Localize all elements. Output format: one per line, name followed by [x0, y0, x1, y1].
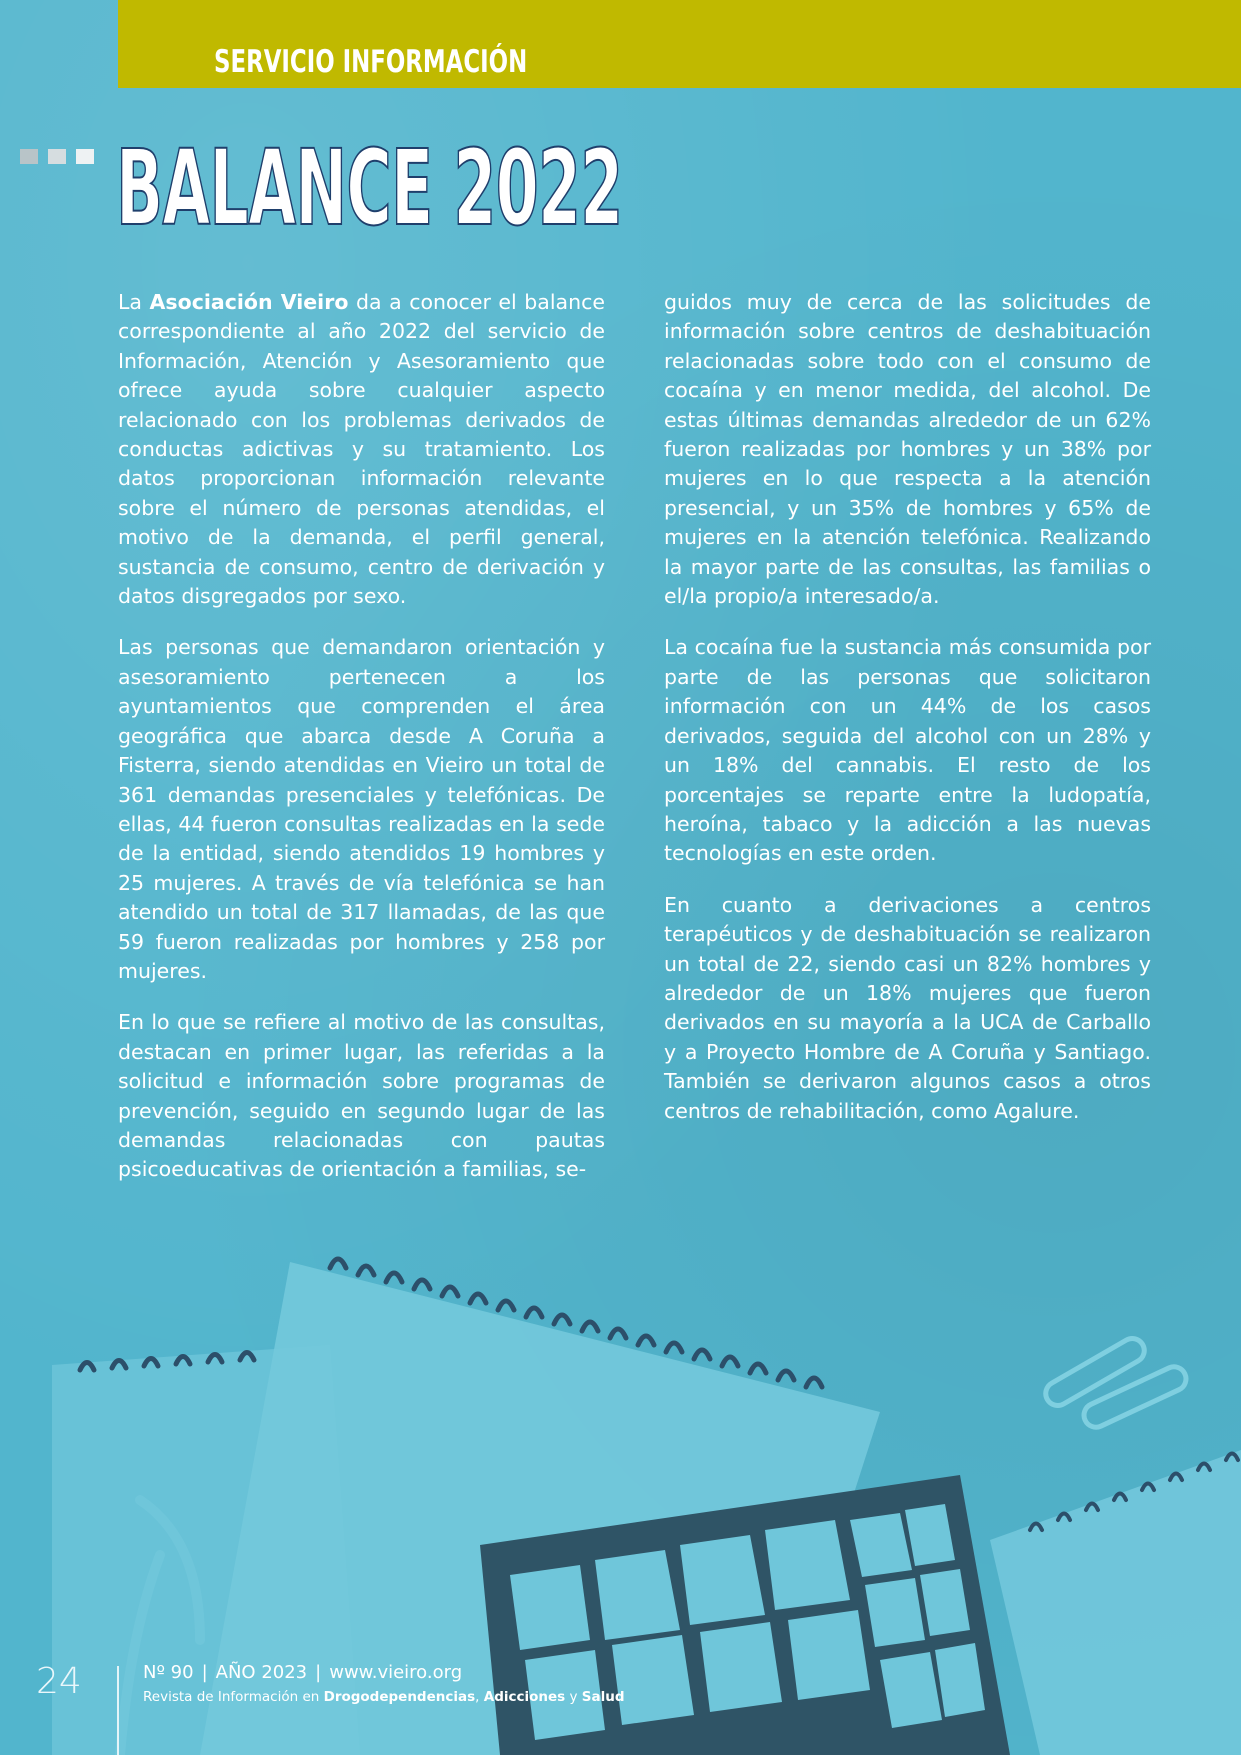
paragraph-substances: La cocaína fue la sustancia más consumida por parte de las personas que solicitaron información con un 44% de los casos derivados, seguida del alcohol con un 28% y un 18% del cannabis. El resto de los porcentajes se reparte entre la ludopatía, heroína, tabaco y la adicción a las nuevas tecnologías en este orden. [664, 635, 1151, 866]
magazine-tagline [143, 1686, 625, 1708]
intro-lead: La [118, 290, 150, 314]
footer-divider [117, 1666, 119, 1755]
intro-text: da a conocer el balance correspondiente al año 2022 del servicio de Información, Atención y Asesoramiento que ofrece ayuda sobre cualquier aspecto relacionado con los problemas derivados de conductas adictivas y su tratamiento. Los datos proporcionan información relevante sobre el número de personas atendidas, el motivo de la demanda, el perfil general, sustancia de consumo, centro de derivación y datos disgregados por sexo. [118, 290, 605, 609]
paragraph-referrals: En cuanto a derivaciones a centros terapéuticos y de deshabituación se realizaron un total de 22, siendo casi un 82% hombres y alrededor de un 18% mujeres que fueron derivados en su mayoría a la UCA de Carballo y a Proyecto Hombre de A Coruña y Santiago. También se derivaron algunos casos a otros centros de rehabilitación, como Agalure. [664, 892, 1151, 1123]
tagline-comma: , [475, 1689, 484, 1705]
page-number: 24 [36, 1661, 82, 1702]
issue-info [143, 1660, 462, 1686]
paragraph-reasons: En lo que se refiere al motivo de las consultas, destacan en primer lugar, las referidas a la solicitud e información sobre programas de prevención, seguido en segundo lugar de las demandas relacionadas con pautas psicoeducativas de orientación a familias, se- [118, 1010, 605, 1182]
organization-name: Asociación Vieiro [149, 290, 349, 314]
website-link[interactable]: www.vieiro.org [329, 1662, 463, 1683]
tagline-addictions: Adicciones [483, 1689, 566, 1705]
tagline-prefix: Revista de Información en [143, 1689, 324, 1705]
separator-1: | [201, 1662, 208, 1683]
paragraph-continuation: guidos muy de cerca de las solicitudes de información sobre centros de deshabituación relacionadas sobre todo con el consumo de cocaína y en menor medida, del alcohol. De estas últimas demandas alrededor de un 62% fueron realizadas por hombres y un 38% por mujeres en lo que respecta a la atención presencial, y un 35% de hombres y 65% de mujeres en la atención telefónica. Realizando la mayor parte de las consultas, las familias o el/la propio/a interesado/a. [664, 290, 1151, 609]
article-column-right [664, 288, 1151, 1148]
tagline-and: y [565, 1689, 582, 1705]
issue-year: AÑO 2023 [215, 1662, 308, 1683]
section-label: SERVICIO INFORMACIÓN [214, 44, 528, 80]
article-title: BALANCE 2022 [116, 127, 623, 249]
article-column-left [118, 288, 605, 1207]
tagline-health: Salud [581, 1689, 625, 1705]
separator-2: | [315, 1662, 322, 1683]
paragraph-demands: Las personas que demandaron orientación y asesoramiento pertenecen a los ayuntamientos que comprenden el área geográfica que abarca desde A Coruña a Fisterra, siendo atendidas en Vieiro un total de 361 demandas presenciales y telefónicas. De ellas, 44 fueron consultas realizadas en la sede de la entidad, siendo atendidos 19 hombres y 25 mujeres. A través de vía telefónica se han atendido un total de 317 llamadas, de las que 59 fueron realizadas por hombres y 258 por mujeres. [118, 635, 605, 983]
paragraph-intro [118, 288, 605, 611]
issue-number: Nº 90 [143, 1662, 194, 1683]
tagline-drugs: Drogodependencias [323, 1689, 476, 1705]
